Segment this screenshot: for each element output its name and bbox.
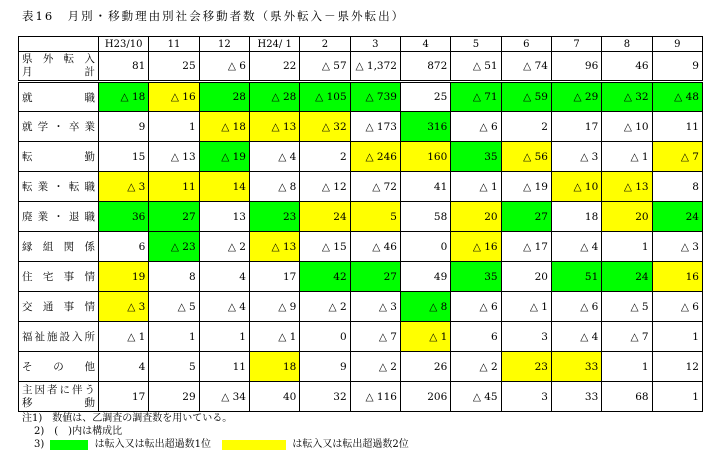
value-cell: 32	[300, 382, 350, 412]
row-label	[19, 52, 99, 82]
column-header: 8	[602, 37, 652, 52]
value-cell: 51	[551, 262, 601, 292]
row-label-line: 就職	[22, 91, 95, 104]
value-cell: 13	[199, 202, 249, 232]
value-cell: △ 16	[149, 82, 199, 112]
note-3-prefix: 3)	[34, 439, 45, 450]
value-cell: △ 2	[300, 292, 350, 322]
value-cell: △ 4	[551, 322, 601, 352]
value-cell: △ 32	[300, 112, 350, 142]
value-cell: 11	[149, 172, 199, 202]
column-header: 9	[652, 37, 702, 52]
note-3-yellow-text: は転入又は転出超過数2位	[292, 439, 409, 450]
value-cell: △ 13	[149, 142, 199, 172]
value-cell: 24	[602, 262, 652, 292]
table-title: 表16 月別・移動理由別社会移動者数（県外転入－県外転出）	[22, 9, 406, 23]
value-cell: 11	[652, 112, 702, 142]
column-header: 5	[451, 37, 501, 52]
note-1: 注1) 数値は、乙調査の調査数を用いている。	[22, 413, 233, 424]
row-label-line: 縁組関係	[22, 241, 95, 253]
value-cell: 9	[300, 352, 350, 382]
table-row	[19, 262, 703, 292]
value-cell: △ 9	[249, 292, 299, 322]
green-legend-swatch	[50, 440, 88, 450]
value-cell: △ 1	[400, 322, 450, 352]
value-cell: △ 3	[99, 292, 149, 322]
value-cell: △ 116	[350, 382, 400, 412]
value-cell: 40	[249, 382, 299, 412]
row-label	[19, 262, 99, 292]
value-cell: △ 15	[300, 232, 350, 262]
value-cell: △ 46	[350, 232, 400, 262]
value-cell: 8	[149, 262, 199, 292]
value-cell: △ 7	[652, 142, 702, 172]
value-cell: △ 51	[451, 52, 501, 82]
value-cell: △ 18	[199, 112, 249, 142]
row-label	[19, 202, 99, 232]
value-cell: △ 1	[501, 292, 551, 322]
value-cell: 9	[652, 52, 702, 82]
value-cell: △ 8	[249, 172, 299, 202]
note-3-green-text: は転入又は転出超過数1位	[94, 439, 212, 450]
value-cell: △ 1	[451, 172, 501, 202]
notes	[22, 412, 409, 451]
row-label	[19, 382, 99, 412]
table-row	[19, 142, 703, 172]
table-row	[19, 172, 703, 202]
table-row	[19, 52, 703, 82]
value-cell: 206	[400, 382, 450, 412]
value-cell: 1	[652, 322, 702, 352]
row-label	[19, 112, 99, 142]
value-cell: △ 4	[551, 232, 601, 262]
value-cell: 16	[652, 262, 702, 292]
value-cell: 1	[149, 112, 199, 142]
table-row	[19, 322, 703, 352]
table-row	[19, 292, 703, 322]
value-cell: △ 6	[652, 292, 702, 322]
value-cell: 27	[501, 202, 551, 232]
value-cell: 25	[149, 52, 199, 82]
column-header: H23/10	[99, 37, 149, 52]
value-cell: 58	[400, 202, 450, 232]
value-cell: 22	[249, 52, 299, 82]
value-cell: 15	[99, 142, 149, 172]
value-cell: △ 19	[199, 142, 249, 172]
table-row	[19, 232, 703, 262]
header-row	[19, 37, 703, 52]
value-cell: 6	[99, 232, 149, 262]
value-cell: △ 3	[350, 292, 400, 322]
value-cell: △ 105	[300, 82, 350, 112]
value-cell: 18	[551, 202, 601, 232]
note-2: 2) ( )内は構成比	[34, 426, 123, 437]
row-label	[19, 232, 99, 262]
value-cell: 2	[300, 142, 350, 172]
value-cell: △ 13	[249, 232, 299, 262]
value-cell: △ 13	[249, 112, 299, 142]
value-cell: 14	[199, 172, 249, 202]
value-cell: △ 56	[501, 142, 551, 172]
value-cell: 26	[400, 352, 450, 382]
value-cell: △ 18	[99, 82, 149, 112]
value-cell: 4	[99, 352, 149, 382]
row-label	[19, 172, 99, 202]
value-cell: 19	[99, 262, 149, 292]
row-label-line: 主因者に伴う	[22, 383, 95, 396]
value-cell: △ 13	[602, 172, 652, 202]
value-cell: 160	[400, 142, 450, 172]
value-cell: △ 45	[451, 382, 501, 412]
column-header: 11	[149, 37, 199, 52]
value-cell: △ 6	[199, 52, 249, 82]
row-label	[19, 142, 99, 172]
value-cell: 41	[400, 172, 450, 202]
value-cell: 2	[501, 112, 551, 142]
row-label-line: 転業・転職	[22, 181, 95, 193]
value-cell: 23	[249, 202, 299, 232]
value-cell: 96	[551, 52, 601, 82]
table-row	[19, 112, 703, 142]
table-row	[19, 202, 703, 232]
value-cell: 1	[652, 382, 702, 412]
value-cell: △ 32	[602, 82, 652, 112]
value-cell: △ 17	[501, 232, 551, 262]
value-cell: △ 6	[551, 292, 601, 322]
value-cell: △ 4	[199, 292, 249, 322]
value-cell: △ 19	[501, 172, 551, 202]
row-label-line: 交通事情	[22, 301, 95, 313]
value-cell: △ 57	[300, 52, 350, 82]
note-3	[22, 438, 409, 451]
value-cell: 23	[501, 352, 551, 382]
value-cell: 35	[451, 142, 501, 172]
value-cell: 24	[300, 202, 350, 232]
value-cell: 49	[400, 262, 450, 292]
value-cell: △ 74	[501, 52, 551, 82]
column-header: H24/ 1	[249, 37, 299, 52]
column-header: 6	[501, 37, 551, 52]
value-cell: 4	[199, 262, 249, 292]
value-cell: 46	[602, 52, 652, 82]
value-cell: △ 59	[501, 82, 551, 112]
value-cell: 1	[149, 322, 199, 352]
row-label-line: 福祉施設入所	[22, 331, 95, 343]
value-cell: △ 23	[149, 232, 199, 262]
value-cell: 0	[400, 232, 450, 262]
value-cell: △ 3	[551, 142, 601, 172]
value-cell: 20	[451, 202, 501, 232]
value-cell: 33	[551, 352, 601, 382]
yellow-legend-swatch	[222, 440, 286, 450]
column-header: 7	[551, 37, 601, 52]
value-cell: △ 72	[350, 172, 400, 202]
value-cell: 17	[249, 262, 299, 292]
value-cell: △ 48	[652, 82, 702, 112]
migration-table	[18, 36, 703, 412]
value-cell: 24	[652, 202, 702, 232]
value-cell: △ 173	[350, 112, 400, 142]
value-cell: △ 29	[551, 82, 601, 112]
value-cell: 36	[99, 202, 149, 232]
header-corner	[19, 37, 99, 52]
value-cell: 42	[300, 262, 350, 292]
value-cell: 20	[602, 202, 652, 232]
value-cell: 20	[501, 262, 551, 292]
value-cell: △ 246	[350, 142, 400, 172]
value-cell: 35	[451, 262, 501, 292]
value-cell: 12	[652, 352, 702, 382]
value-cell: △ 2	[199, 232, 249, 262]
value-cell: △ 3	[652, 232, 702, 262]
value-cell: △ 7	[602, 322, 652, 352]
row-label	[19, 322, 99, 352]
value-cell: △ 10	[551, 172, 601, 202]
column-header: 3	[350, 37, 400, 52]
value-cell: △ 6	[451, 292, 501, 322]
row-label-line: 住宅事情	[22, 271, 95, 283]
value-cell: 3	[501, 382, 551, 412]
value-cell: △ 2	[350, 352, 400, 382]
value-cell: 316	[400, 112, 450, 142]
value-cell: 11	[199, 352, 249, 382]
table-body	[19, 52, 703, 412]
table-row	[19, 82, 703, 112]
row-label-line: 就学・卒業	[22, 121, 95, 133]
value-cell: 8	[652, 172, 702, 202]
value-cell: △ 71	[451, 82, 501, 112]
value-cell: 17	[551, 112, 601, 142]
value-cell: 28	[199, 82, 249, 112]
value-cell: △ 16	[451, 232, 501, 262]
value-cell: 0	[300, 322, 350, 352]
value-cell: △ 5	[602, 292, 652, 322]
value-cell: 3	[501, 322, 551, 352]
value-cell: 25	[400, 82, 450, 112]
value-cell: △ 34	[199, 382, 249, 412]
value-cell: 27	[350, 262, 400, 292]
value-cell: △ 8	[400, 292, 450, 322]
row-label-line: 転勤	[22, 151, 95, 163]
value-cell: 18	[249, 352, 299, 382]
row-label	[19, 82, 99, 112]
value-cell: 1	[602, 232, 652, 262]
value-cell: △ 2	[451, 352, 501, 382]
value-cell: 68	[602, 382, 652, 412]
value-cell: △ 5	[149, 292, 199, 322]
row-label-line: 県外転入	[22, 53, 95, 65]
table-row	[19, 352, 703, 382]
row-label-line: 廃業・退職	[22, 211, 95, 223]
value-cell: 9	[99, 112, 149, 142]
value-cell: △ 28	[249, 82, 299, 112]
value-cell: △ 1	[99, 322, 149, 352]
row-label	[19, 292, 99, 322]
value-cell: △ 7	[350, 322, 400, 352]
value-cell: △ 6	[451, 112, 501, 142]
table-row	[19, 382, 703, 412]
value-cell: 1	[199, 322, 249, 352]
value-cell: △ 739	[350, 82, 400, 112]
row-label-line: その他	[22, 361, 95, 373]
value-cell: △ 1	[249, 322, 299, 352]
column-header: 12	[199, 37, 249, 52]
value-cell: 81	[99, 52, 149, 82]
column-header: 4	[400, 37, 450, 52]
value-cell: 1	[602, 352, 652, 382]
value-cell: △ 3	[99, 172, 149, 202]
value-cell: 17	[99, 382, 149, 412]
value-cell: 33	[551, 382, 601, 412]
row-label-line: 月計	[22, 66, 95, 78]
column-header: 2	[300, 37, 350, 52]
value-cell: 6	[451, 322, 501, 352]
value-cell: △ 1	[602, 142, 652, 172]
value-cell: 872	[400, 52, 450, 82]
row-label	[19, 352, 99, 382]
row-label-line: 移動	[22, 396, 95, 409]
value-cell: △ 1,372	[350, 52, 400, 82]
value-cell: 5	[350, 202, 400, 232]
value-cell: 29	[149, 382, 199, 412]
value-cell: △ 10	[602, 112, 652, 142]
value-cell: △ 4	[249, 142, 299, 172]
value-cell: 27	[149, 202, 199, 232]
value-cell: 5	[149, 352, 199, 382]
value-cell: △ 12	[300, 172, 350, 202]
